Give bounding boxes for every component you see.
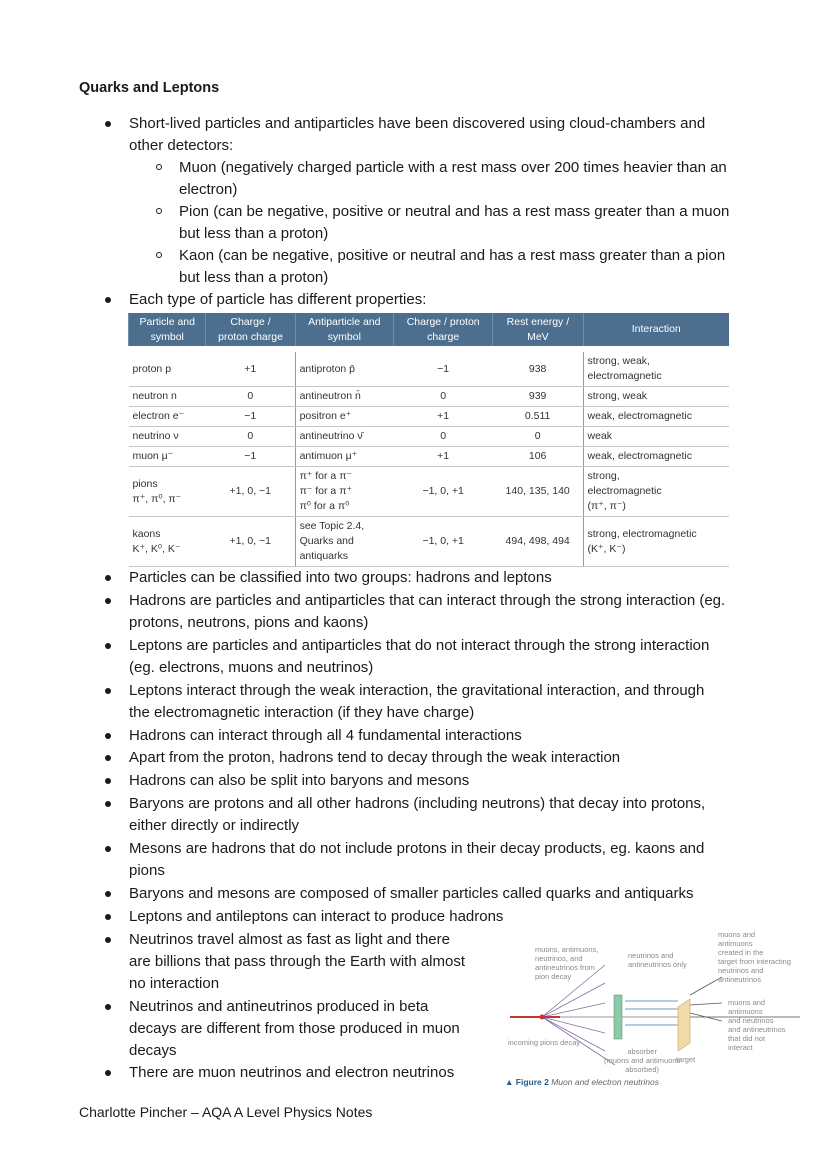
table-cell: neutron n <box>129 387 206 407</box>
table-cell: strong, weak, electromagnetic <box>583 352 729 387</box>
bullet-item <box>129 929 465 995</box>
table-cell: +1 <box>394 407 493 427</box>
table-cell: muon μ⁻ <box>129 447 206 467</box>
table-cell: strong, electromagnetic (K⁺, K⁻) <box>583 517 729 567</box>
table-cell: strong, electromagnetic (π⁺, π⁻) <box>583 467 729 517</box>
bullet-marker <box>105 891 111 897</box>
label-did-not-interact: muons and antimuons and neutrinos and antineutrinos that did not interact <box>728 998 786 1052</box>
bullet-marker <box>105 801 111 807</box>
table-header-cell: Charge / proton charge <box>206 313 295 346</box>
bullet-text: Leptons interact through the weak interaction, the gravitational interaction, and through the electromagnetic interaction (if they have charge) <box>129 682 705 721</box>
bullet-marker <box>105 1004 111 1010</box>
page-footer: Charlotte Pincher – AQA A Level Physics Notes <box>79 1104 373 1120</box>
table-cell: +1, 0, −1 <box>206 517 295 567</box>
bullet-text: Baryons and mesons are composed of smaller particles called quarks and antiquarks <box>129 885 694 902</box>
neutrino-figure <box>500 925 800 1095</box>
table-cell: electron e⁻ <box>129 407 206 427</box>
bullet-item <box>129 567 552 589</box>
table-row <box>129 387 730 407</box>
table-cell: 0 <box>394 427 493 447</box>
table-cell: antineutron n̄ <box>295 387 394 407</box>
bullet-text: Neutrinos and antineutrinos produced in beta decays are different from those produced in muon decays <box>129 998 460 1059</box>
bullet-text: Apart from the proton, hadrons tend to decay through the weak interaction <box>129 749 621 766</box>
table-cell: 0 <box>206 427 295 447</box>
bullet-marker <box>105 778 111 784</box>
table-header-cell: Interaction <box>583 313 729 346</box>
table-cell: 0 <box>394 387 493 407</box>
table-cell: 939 <box>493 387 583 407</box>
table-row <box>129 517 730 567</box>
table-cell: neutrino ν <box>129 427 206 447</box>
bullet-text: Pion (can be negative, positive or neutral and has a rest mass greater than a muon but less than a proton) <box>179 203 730 242</box>
bullet-marker <box>105 297 111 303</box>
table-row <box>129 407 730 427</box>
table-cell: see Topic 2.4, Quarks and antiquarks <box>295 517 394 567</box>
bullet-text: There are muon neutrinos and electron neutrinos <box>129 1064 455 1081</box>
label-target: target <box>676 1055 696 1064</box>
sub-bullet-marker <box>156 164 162 170</box>
bullet-marker <box>105 1070 111 1076</box>
table-cell: positron e⁺ <box>295 407 394 427</box>
bullet-marker <box>105 755 111 761</box>
table-cell: antimuon μ⁺ <box>295 447 394 467</box>
table-header-cell: Particle and symbol <box>129 313 206 346</box>
bullet-text: Each type of particle has different properties: <box>129 291 427 308</box>
figure-caption-text: Muon and electron neutrinos <box>551 1077 659 1087</box>
bullet-marker <box>105 575 111 581</box>
table-cell: pions π⁺, π⁰, π⁻ <box>129 467 206 517</box>
bullet-item <box>129 747 620 769</box>
table-cell: weak, electromagnetic <box>583 447 729 467</box>
table-cell: 494, 498, 494 <box>493 517 583 567</box>
bullet-item <box>129 1062 454 1084</box>
table-header-cell: Rest energy / MeV <box>493 313 583 346</box>
bullet-text: Kaon (can be negative, positive or neutral and has a rest mass greater than a pion but less than a proton) <box>179 247 726 286</box>
bullet-marker <box>105 643 111 649</box>
bullet-item <box>129 996 460 1062</box>
bullet-item <box>129 906 503 928</box>
sub-bullet-marker <box>156 252 162 258</box>
table-row <box>129 352 730 387</box>
table-cell: strong, weak <box>583 387 729 407</box>
label-absorber: absorber (muons and antimuons absorbed) <box>604 1047 681 1074</box>
page-heading: Quarks and Leptons <box>79 80 220 96</box>
bullet-marker <box>105 914 111 920</box>
bullet-item <box>129 793 705 837</box>
label-incoming-pions: incoming pions decay <box>508 1038 581 1047</box>
table-cell: +1 <box>206 352 295 387</box>
table-cell: −1, 0, +1 <box>394 517 493 567</box>
table-cell: weak, electromagnetic <box>583 407 729 427</box>
bullet-item <box>129 590 725 634</box>
table-cell: 938 <box>493 352 583 387</box>
label-created-in-target: muons and antimuons created in the target from interacting neutrinos and antineutrinos <box>718 930 791 984</box>
table-cell: 0 <box>206 387 295 407</box>
table-cell: 0.511 <box>493 407 583 427</box>
sub-bullet-item <box>179 201 729 245</box>
table-cell: 140, 135, 140 <box>493 467 583 517</box>
figure-caption <box>505 1077 659 1087</box>
bullet-text: Short-lived particles and antiparticles have been discovered using cloud-chambers and other detectors: <box>129 115 706 154</box>
table-cell: −1 <box>206 407 295 427</box>
bullet-text: Particles can be classified into two groups: hadrons and leptons <box>129 569 552 586</box>
bullet-text: Hadrons can interact through all 4 fundamental interactions <box>129 727 522 744</box>
bullet-item <box>129 680 704 724</box>
bullet-text: Hadrons can also be split into baryons and mesons <box>129 772 470 789</box>
bullet-marker <box>105 688 111 694</box>
bullet-text: Leptons and antileptons can interact to produce hadrons <box>129 908 504 925</box>
bullet-item <box>129 635 709 679</box>
sub-bullet-item <box>179 157 727 201</box>
bullet-text: Leptons are particles and antiparticles that do not interact through the strong interaction (eg. electrons, muons and neutrinos) <box>129 637 710 676</box>
table-cell: weak <box>583 427 729 447</box>
bullet-item <box>129 113 705 157</box>
table-cell: antineutrino ν̄ <box>295 427 394 447</box>
bullet-item <box>129 289 426 311</box>
bullet-marker <box>105 598 111 604</box>
table-cell: +1 <box>394 447 493 467</box>
bullet-marker <box>105 121 111 127</box>
bullet-text: Baryons are protons and all other hadrons (including neutrons) that decay into protons, either directly or indirectly <box>129 795 706 834</box>
table-row <box>129 447 730 467</box>
table-cell: π⁺ for a π⁻ π⁻ for a π⁺ π⁰ for a π⁰ <box>295 467 394 517</box>
table-cell: −1 <box>206 447 295 467</box>
bullet-text: Muon (negatively charged particle with a rest mass over 200 times heavier than an electron) <box>179 159 727 198</box>
table-row <box>129 467 730 517</box>
bullet-item <box>129 838 704 882</box>
table-row <box>129 427 730 447</box>
bullet-item <box>129 770 469 792</box>
particle-properties-table <box>128 313 729 567</box>
sub-bullet-item <box>179 245 725 289</box>
table-cell: kaons K⁺, K⁰, K⁻ <box>129 517 206 567</box>
table-cell: −1 <box>394 352 493 387</box>
sub-bullet-marker <box>156 208 162 214</box>
bullet-item <box>129 725 522 747</box>
bullet-marker <box>105 937 111 943</box>
table-header-cell: Antiparticle and symbol <box>295 313 394 346</box>
bullet-text: Mesons are hadrons that do not include protons in their decay products, eg. kaons and pions <box>129 840 705 879</box>
bullet-marker <box>105 846 111 852</box>
table-header-cell: Charge / proton charge <box>394 313 493 346</box>
label-muons-from-pion: muons, antimuons, neutrinos, and antineutrinos from pion decay <box>535 945 599 981</box>
table-cell: −1, 0, +1 <box>394 467 493 517</box>
bullet-text: Hadrons are particles and antiparticles that can interact through the strong interaction (eg. protons, neutrons, pions and kaons) <box>129 592 726 631</box>
table-cell: antiproton p̄ <box>295 352 394 387</box>
bullet-marker <box>105 733 111 739</box>
table-header-row <box>129 313 730 346</box>
label-neutrinos-only: neutrinos and antineutrinos only <box>628 951 687 969</box>
table-body <box>129 346 730 567</box>
bullet-text: Neutrinos travel almost as fast as light and there are billions that pass through the Earth with almost no interaction <box>129 931 466 992</box>
table-cell: proton p <box>129 352 206 387</box>
table-cell: +1, 0, −1 <box>206 467 295 517</box>
figure-caption-prefix: ▲ Figure 2 <box>505 1077 549 1087</box>
table-cell: 0 <box>493 427 583 447</box>
bullet-item <box>129 883 693 905</box>
table-cell: 106 <box>493 447 583 467</box>
